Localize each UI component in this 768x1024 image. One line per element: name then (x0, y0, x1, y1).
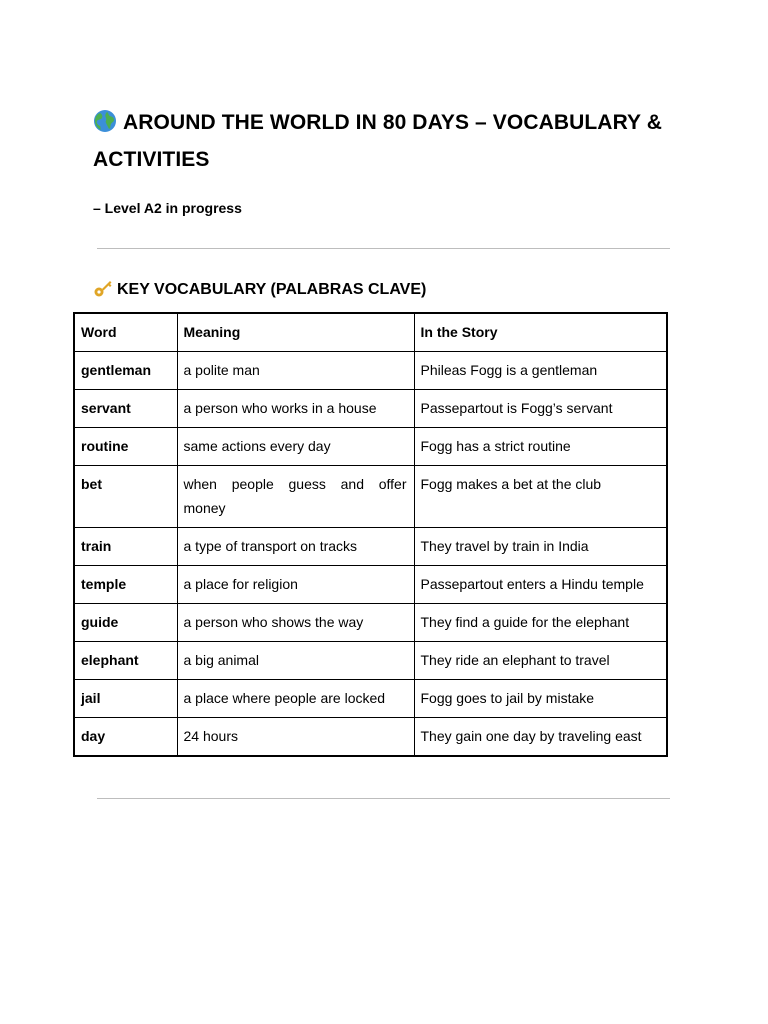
table-row (74, 604, 667, 642)
story-cell: Fogg goes to jail by mistake (414, 680, 667, 718)
table-row (74, 390, 667, 428)
column-header-meaning: Meaning (177, 313, 414, 352)
word-cell: guide (74, 604, 177, 642)
meaning-cell: a person who shows the way (177, 604, 414, 642)
meaning-cell: same actions every day (177, 428, 414, 466)
key-icon (93, 278, 113, 298)
meaning-cell: a place where people are locked (177, 680, 414, 718)
column-header-story: In the Story (414, 313, 667, 352)
column-header-word: Word (74, 313, 177, 352)
story-cell: They travel by train in India (414, 528, 667, 566)
section-heading-text: KEY VOCABULARY (PALABRAS CLAVE) (117, 281, 427, 298)
table-row (74, 352, 667, 390)
word-cell: bet (74, 466, 177, 528)
table-row (74, 428, 667, 466)
meaning-cell: a place for religion (177, 566, 414, 604)
word-cell: train (74, 528, 177, 566)
story-cell: They gain one day by traveling east (414, 718, 667, 757)
word-cell: elephant (74, 642, 177, 680)
word-cell: servant (74, 390, 177, 428)
meaning-cell: a polite man (177, 352, 414, 390)
story-cell: Passepartout enters a Hindu temple (414, 566, 667, 604)
meaning-cell: 24 hours (177, 718, 414, 757)
divider-bottom (97, 798, 670, 799)
vocabulary-table (73, 312, 668, 757)
table-row (74, 466, 667, 528)
story-cell: Fogg makes a bet at the club (414, 466, 667, 528)
story-cell: They ride an elephant to travel (414, 642, 667, 680)
story-cell: They find a guide for the elephant (414, 604, 667, 642)
table-row (74, 642, 667, 680)
globe-icon (93, 109, 117, 133)
meaning-cell: a type of transport on tracks (177, 528, 414, 566)
section-heading (93, 278, 426, 300)
story-cell: Passepartout is Fogg’s servant (414, 390, 667, 428)
story-cell: Fogg has a strict routine (414, 428, 667, 466)
word-cell: jail (74, 680, 177, 718)
word-cell: day (74, 718, 177, 757)
page-title (93, 104, 693, 178)
meaning-cell: a person who works in a house (177, 390, 414, 428)
table-row (74, 718, 667, 757)
table-header-row (74, 313, 667, 352)
meaning-cell: a big animal (177, 642, 414, 680)
word-cell: routine (74, 428, 177, 466)
divider-top (97, 248, 670, 249)
page-title-text: AROUND THE WORLD IN 80 DAYS – VOCABULARY & ACTIVITIES (93, 111, 662, 171)
level-subtitle: – Level A2 in progress (93, 200, 242, 216)
table-row (74, 528, 667, 566)
table-row (74, 680, 667, 718)
word-cell: gentleman (74, 352, 177, 390)
meaning-cell: when people guess and offer money (177, 466, 414, 528)
word-cell: temple (74, 566, 177, 604)
story-cell: Phileas Fogg is a gentleman (414, 352, 667, 390)
table-row (74, 566, 667, 604)
